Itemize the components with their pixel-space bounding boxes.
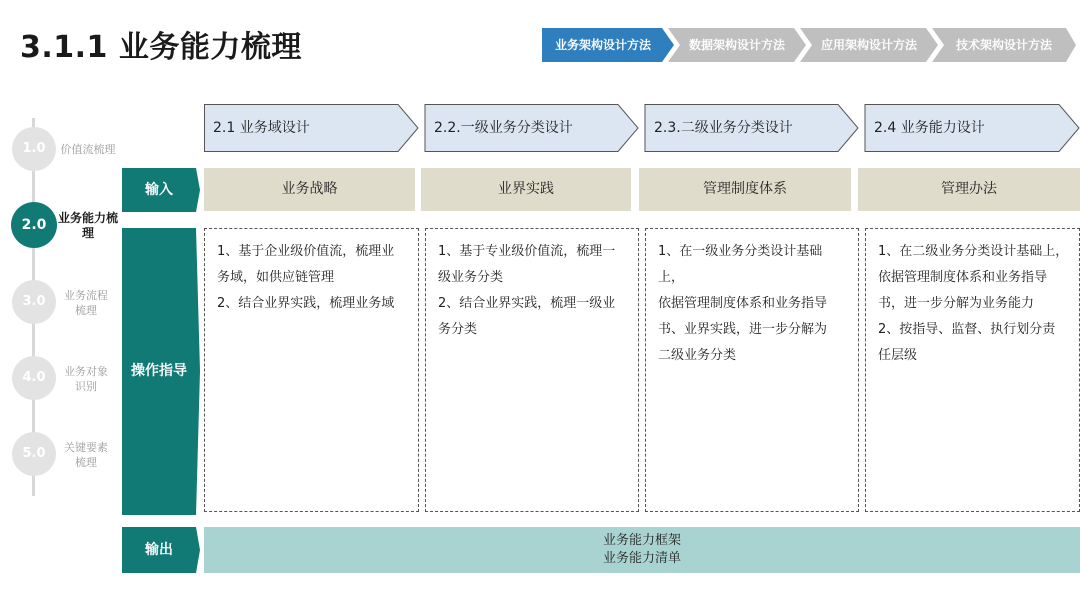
row-label-guide-text: 操作指导: [131, 363, 187, 379]
step-4-label-line-2: 识别: [75, 380, 97, 393]
output-item-2: 业务能力清单: [602, 551, 681, 566]
crumb-application-architecture[interactable]: 应用架构设计方法: [820, 38, 917, 52]
step-3-label-line-2: 梳理: [75, 304, 97, 317]
guide-box-4: [865, 228, 1080, 512]
guide-box-2: [425, 228, 639, 512]
input-box-4: 管理办法: [858, 168, 1080, 211]
step-4-label-line-1: 业务对象: [64, 365, 108, 378]
step-2-label-line-1: 业务能力梳: [57, 211, 118, 225]
step-1-label: [56, 142, 120, 157]
step-3-circle[interactable]: 3.0: [12, 280, 56, 324]
guide-4-line: 1、在二级业务分类设计基础上，: [878, 244, 1069, 259]
guide-2-line: 务分类: [438, 322, 478, 337]
step-2-circle[interactable]: 2.0: [11, 202, 57, 248]
row-label-input: [122, 168, 200, 212]
stage-headers: [204, 104, 1080, 152]
step-5-label-line-2: 梳理: [75, 456, 97, 469]
step-5-label-line-1: 关键要素: [64, 441, 108, 454]
crumb-technology-architecture[interactable]: 技术架构设计方法: [955, 38, 1052, 52]
guide-4-line: 依据管理制度体系和业务指导: [878, 270, 1048, 285]
guide-3-line: 1、在一级业务分类设计基础上，: [658, 244, 823, 285]
input-box-2: 业界实践: [421, 168, 631, 211]
guide-2-line: 2、结合业界实践，梳理一级业: [438, 296, 616, 311]
stage-1-label: 2.1 业务域设计: [213, 120, 310, 136]
stage-3-label: 2.3.二级业务分类设计: [654, 120, 793, 136]
step-5-label: [56, 440, 116, 470]
row-label-input-text: 输入: [145, 182, 173, 198]
output-box: [204, 527, 1080, 573]
row-label-output-text: 输出: [145, 542, 173, 558]
guide-4-line: 2、按指导、监督、执行划分责: [878, 322, 1056, 337]
stage-2-label: 2.2.一级业务分类设计: [434, 120, 573, 136]
guide-3-line: 依据管理制度体系和业务指导: [658, 296, 828, 311]
guide-3-line: 书、业界实践，进一步分解为: [658, 322, 828, 337]
input-box-1: 业务战略: [204, 168, 415, 211]
step-4-circle[interactable]: 4.0: [12, 356, 56, 400]
guide-box-1: [204, 228, 419, 512]
guide-1-line: 2、结合业界实践，梳理业务域: [217, 296, 395, 311]
step-3-label: [56, 288, 116, 318]
guide-2-line: 1、基于专业级价值流，梳理一: [438, 244, 616, 259]
row-label-guide: [122, 228, 200, 515]
step-5-circle[interactable]: 5.0: [12, 432, 56, 476]
crumb-business-architecture[interactable]: 业务架构设计方法: [554, 38, 651, 52]
guide-1-line: 务域，如供应链管理: [217, 270, 335, 285]
step-4-label: [56, 364, 116, 394]
step-1-circle[interactable]: 1.0: [12, 127, 56, 171]
row-label-output: [122, 527, 200, 573]
step-2-label-line-2: 理: [81, 226, 94, 240]
step-3-label-line-1: 业务流程: [64, 289, 108, 302]
page-title: 3.1.1 业务能力梳理: [20, 30, 302, 65]
guide-3-line: 二级业务分类: [658, 348, 737, 363]
step-2-label: [56, 211, 120, 241]
step-1-label-line-1: 价值流梳理: [60, 143, 116, 156]
input-box-3: 管理制度体系: [639, 168, 851, 211]
architecture-method-breadcrumb: [542, 28, 1076, 62]
stage-4-label: 2.4 业务能力设计: [874, 120, 985, 136]
guide-2-line: 级业务分类: [438, 270, 504, 285]
guide-box-3: [645, 228, 859, 512]
guide-4-line: 书，进一步分解为业务能力: [878, 296, 1035, 311]
guide-1-line: 1、基于企业级价值流，梳理业: [217, 244, 395, 259]
crumb-data-architecture[interactable]: 数据架构设计方法: [688, 38, 785, 52]
guide-4-line: 任层级: [878, 348, 918, 363]
output-item-1: 业务能力框架: [602, 533, 681, 548]
